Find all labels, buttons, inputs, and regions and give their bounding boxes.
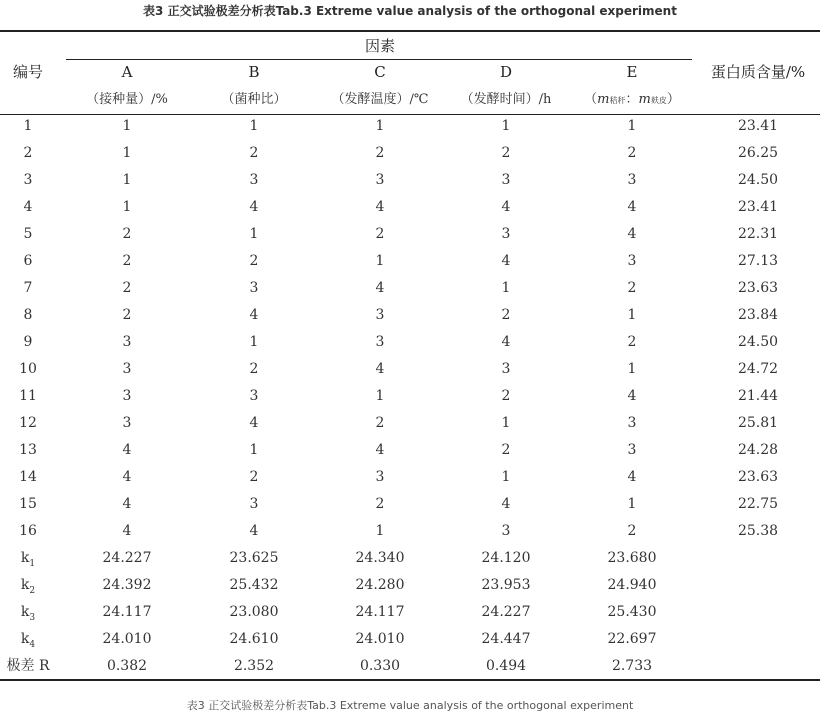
factor-level: 3 bbox=[375, 334, 385, 350]
row-number: 6 bbox=[23, 253, 33, 269]
row-number: 7 bbox=[23, 280, 33, 296]
factor-level: 3 bbox=[249, 496, 259, 512]
range-value: 0.494 bbox=[485, 658, 527, 674]
factor-level: 2 bbox=[249, 253, 259, 269]
factor-level: 1 bbox=[501, 280, 511, 296]
k-value: 24.392 bbox=[102, 577, 152, 593]
protein-value: 24.50 bbox=[737, 334, 779, 350]
k-value: 23.680 bbox=[607, 550, 657, 566]
k-letter: k bbox=[20, 550, 30, 566]
factor-level: 4 bbox=[122, 523, 132, 539]
factor-level: 1 bbox=[249, 442, 259, 458]
row-number: 14 bbox=[19, 469, 37, 485]
factor-level: 3 bbox=[627, 415, 637, 431]
range-value: 0.382 bbox=[106, 658, 148, 674]
k-value: 25.432 bbox=[229, 577, 279, 593]
factor-level: 4 bbox=[122, 496, 132, 512]
row-number: 13 bbox=[19, 442, 37, 458]
mass-symbol: m bbox=[638, 92, 651, 107]
k-value: 24.010 bbox=[102, 631, 152, 647]
factor-level: 1 bbox=[627, 118, 637, 134]
k-subscript: 3 bbox=[29, 612, 36, 623]
mass-symbol: m bbox=[597, 92, 610, 107]
k-label bbox=[0, 549, 56, 573]
k-value: 24.117 bbox=[102, 604, 152, 620]
factor-level: 4 bbox=[627, 199, 637, 215]
factor-level: 2 bbox=[249, 469, 259, 485]
header-bottom-rule bbox=[0, 114, 820, 115]
factor-level: 2 bbox=[627, 334, 637, 350]
row-number: 1 bbox=[23, 118, 33, 134]
factor-level: 3 bbox=[627, 442, 637, 458]
k-value: 25.430 bbox=[607, 604, 657, 620]
factor-level: 2 bbox=[122, 226, 132, 242]
factor-level: 3 bbox=[122, 388, 132, 404]
k-subscript: 2 bbox=[29, 585, 36, 596]
factor-level: 4 bbox=[249, 523, 259, 539]
factor-level: 4 bbox=[122, 469, 132, 485]
factor-level: 3 bbox=[501, 172, 511, 188]
factor-level: 4 bbox=[249, 307, 259, 323]
factor-level: 2 bbox=[627, 280, 637, 296]
k-value: 23.953 bbox=[481, 577, 531, 593]
row-number: 4 bbox=[23, 199, 33, 215]
factor-letter-e: E bbox=[626, 63, 638, 81]
row-number: 16 bbox=[19, 523, 37, 539]
k-letter: k bbox=[20, 604, 30, 620]
table-title: 表3 正交试验极差分析表Tab.3 Extreme value analysis of the orthogonal experiment bbox=[143, 4, 677, 18]
k-value: 24.280 bbox=[355, 577, 405, 593]
factor-level: 1 bbox=[627, 361, 637, 377]
k-letter: k bbox=[20, 577, 30, 593]
factors-group-label: 因素 bbox=[364, 37, 395, 55]
range-label: 极差 R bbox=[6, 658, 50, 674]
factor-level: 3 bbox=[501, 226, 511, 242]
k-value: 23.625 bbox=[229, 550, 279, 566]
factor-level: 1 bbox=[249, 334, 259, 350]
protein-value: 23.63 bbox=[737, 469, 779, 485]
factor-level: 2 bbox=[375, 496, 385, 512]
k-value: 24.447 bbox=[481, 631, 531, 647]
k-value: 24.117 bbox=[355, 604, 405, 620]
bottom-rule bbox=[0, 679, 820, 681]
factor-level: 1 bbox=[501, 415, 511, 431]
factor-letter-d: D bbox=[499, 63, 513, 81]
factor-level: 4 bbox=[501, 253, 511, 269]
factor-level: 4 bbox=[501, 496, 511, 512]
factor-level: 1 bbox=[375, 253, 385, 269]
mass-subscript-bran: 麸皮 bbox=[650, 96, 667, 105]
factor-level: 4 bbox=[627, 469, 637, 485]
row-number: 8 bbox=[23, 307, 33, 323]
factor-level: 2 bbox=[375, 226, 385, 242]
protein-value: 24.28 bbox=[737, 442, 779, 458]
factor-level: 1 bbox=[501, 469, 511, 485]
factor-level: 3 bbox=[375, 172, 385, 188]
factor-level: 1 bbox=[627, 496, 637, 512]
factor-level: 2 bbox=[501, 388, 511, 404]
factor-level: 2 bbox=[249, 145, 259, 161]
factor-level: 1 bbox=[375, 118, 385, 134]
k-subscript: 1 bbox=[29, 558, 36, 569]
factor-level: 2 bbox=[122, 253, 132, 269]
factor-desc-b: （菌种比） bbox=[221, 92, 287, 107]
factor-level: 2 bbox=[249, 361, 259, 377]
factor-level: 2 bbox=[122, 280, 132, 296]
factor-letter-a: A bbox=[121, 63, 133, 81]
factor-level: 1 bbox=[249, 118, 259, 134]
protein-value: 24.50 bbox=[737, 172, 779, 188]
factor-level: 1 bbox=[122, 145, 132, 161]
factor-level: 2 bbox=[627, 523, 637, 539]
row-number: 11 bbox=[19, 388, 37, 404]
k-value: 24.010 bbox=[355, 631, 405, 647]
protein-value: 22.31 bbox=[737, 226, 779, 242]
factor-level: 1 bbox=[375, 523, 385, 539]
protein-value: 24.72 bbox=[737, 361, 779, 377]
factor-level: 1 bbox=[375, 388, 385, 404]
protein-value: 23.63 bbox=[737, 280, 779, 296]
factor-level: 3 bbox=[627, 253, 637, 269]
factor-level: 1 bbox=[122, 199, 132, 215]
k-label bbox=[0, 576, 56, 600]
protein-value: 21.44 bbox=[737, 388, 779, 404]
ratio-sep: ： bbox=[625, 92, 639, 107]
row-number: 9 bbox=[23, 334, 33, 350]
row-number: 5 bbox=[23, 226, 33, 242]
factor-level: 2 bbox=[375, 415, 385, 431]
factor-level: 4 bbox=[375, 280, 385, 296]
factor-level: 3 bbox=[122, 415, 132, 431]
table-caption: 表3 正交试验极差分析表Tab.3 Extreme value analysis of the orthogonal experiment bbox=[186, 699, 634, 712]
factor-letter-b: B bbox=[248, 63, 260, 81]
k-label bbox=[0, 630, 56, 654]
k-letter: k bbox=[20, 631, 30, 647]
k-value: 24.340 bbox=[355, 550, 405, 566]
mass-subscript-straw: 秸秆 bbox=[609, 96, 626, 105]
row-number: 10 bbox=[19, 361, 37, 377]
row-number: 3 bbox=[23, 172, 33, 188]
protein-value: 22.75 bbox=[737, 496, 779, 512]
row-number: 12 bbox=[19, 415, 37, 431]
factor-level: 4 bbox=[627, 226, 637, 242]
number-header: 编号 bbox=[12, 63, 43, 81]
factor-level: 2 bbox=[501, 145, 511, 161]
factor-desc-a: （接种量）/% bbox=[86, 92, 168, 107]
factor-level: 1 bbox=[122, 172, 132, 188]
row-number: 2 bbox=[23, 145, 33, 161]
factor-level: 1 bbox=[122, 118, 132, 134]
protein-value: 27.13 bbox=[737, 253, 779, 269]
factor-level: 2 bbox=[501, 307, 511, 323]
protein-header: 蛋白质含量/% bbox=[710, 63, 806, 81]
range-value: 0.330 bbox=[359, 658, 401, 674]
factor-level: 3 bbox=[375, 469, 385, 485]
factor-level: 2 bbox=[375, 145, 385, 161]
k-value: 24.940 bbox=[607, 577, 657, 593]
k-value: 22.697 bbox=[607, 631, 657, 647]
factor-level: 4 bbox=[249, 199, 259, 215]
factor-level: 4 bbox=[501, 334, 511, 350]
factor-level: 3 bbox=[122, 334, 132, 350]
factor-level: 2 bbox=[122, 307, 132, 323]
k-value: 23.080 bbox=[229, 604, 279, 620]
factor-level: 3 bbox=[122, 361, 132, 377]
factor-level: 1 bbox=[249, 226, 259, 242]
row-number: 15 bbox=[19, 496, 37, 512]
factor-level: 2 bbox=[627, 145, 637, 161]
protein-value: 25.81 bbox=[737, 415, 779, 431]
protein-value: 23.41 bbox=[737, 118, 779, 134]
factor-desc-e: （m秸秆：m麸皮） bbox=[584, 92, 680, 107]
factor-level: 3 bbox=[627, 172, 637, 188]
protein-value: 23.41 bbox=[737, 199, 779, 215]
range-value: 2.352 bbox=[233, 658, 275, 674]
factor-level: 4 bbox=[501, 199, 511, 215]
factor-level: 4 bbox=[249, 415, 259, 431]
factor-level: 1 bbox=[627, 307, 637, 323]
protein-value: 26.25 bbox=[737, 145, 779, 161]
k-value: 24.227 bbox=[102, 550, 152, 566]
factor-level: 4 bbox=[627, 388, 637, 404]
top-rule bbox=[0, 30, 820, 32]
factor-level: 3 bbox=[501, 523, 511, 539]
factor-level: 1 bbox=[501, 118, 511, 134]
group-rule bbox=[66, 59, 692, 60]
k-value: 24.610 bbox=[229, 631, 279, 647]
factor-level: 4 bbox=[122, 442, 132, 458]
k-subscript: 4 bbox=[29, 639, 36, 650]
factor-level: 3 bbox=[375, 307, 385, 323]
factor-level: 2 bbox=[501, 442, 511, 458]
factor-desc-c: （发酵温度）/℃ bbox=[331, 92, 429, 107]
factor-level: 3 bbox=[501, 361, 511, 377]
k-value: 24.120 bbox=[481, 550, 531, 566]
factor-letter-c: C bbox=[374, 63, 386, 81]
k-value: 24.227 bbox=[481, 604, 531, 620]
factor-level: 3 bbox=[249, 280, 259, 296]
k-label bbox=[0, 603, 56, 627]
protein-value: 25.38 bbox=[737, 523, 779, 539]
range-value: 2.733 bbox=[611, 658, 653, 674]
factor-level: 3 bbox=[249, 172, 259, 188]
factor-level: 4 bbox=[375, 361, 385, 377]
factor-level: 4 bbox=[375, 442, 385, 458]
factor-desc-d: （发酵时间）/h bbox=[460, 92, 552, 107]
protein-value: 23.84 bbox=[737, 307, 779, 323]
factor-level: 3 bbox=[249, 388, 259, 404]
factor-level: 4 bbox=[375, 199, 385, 215]
